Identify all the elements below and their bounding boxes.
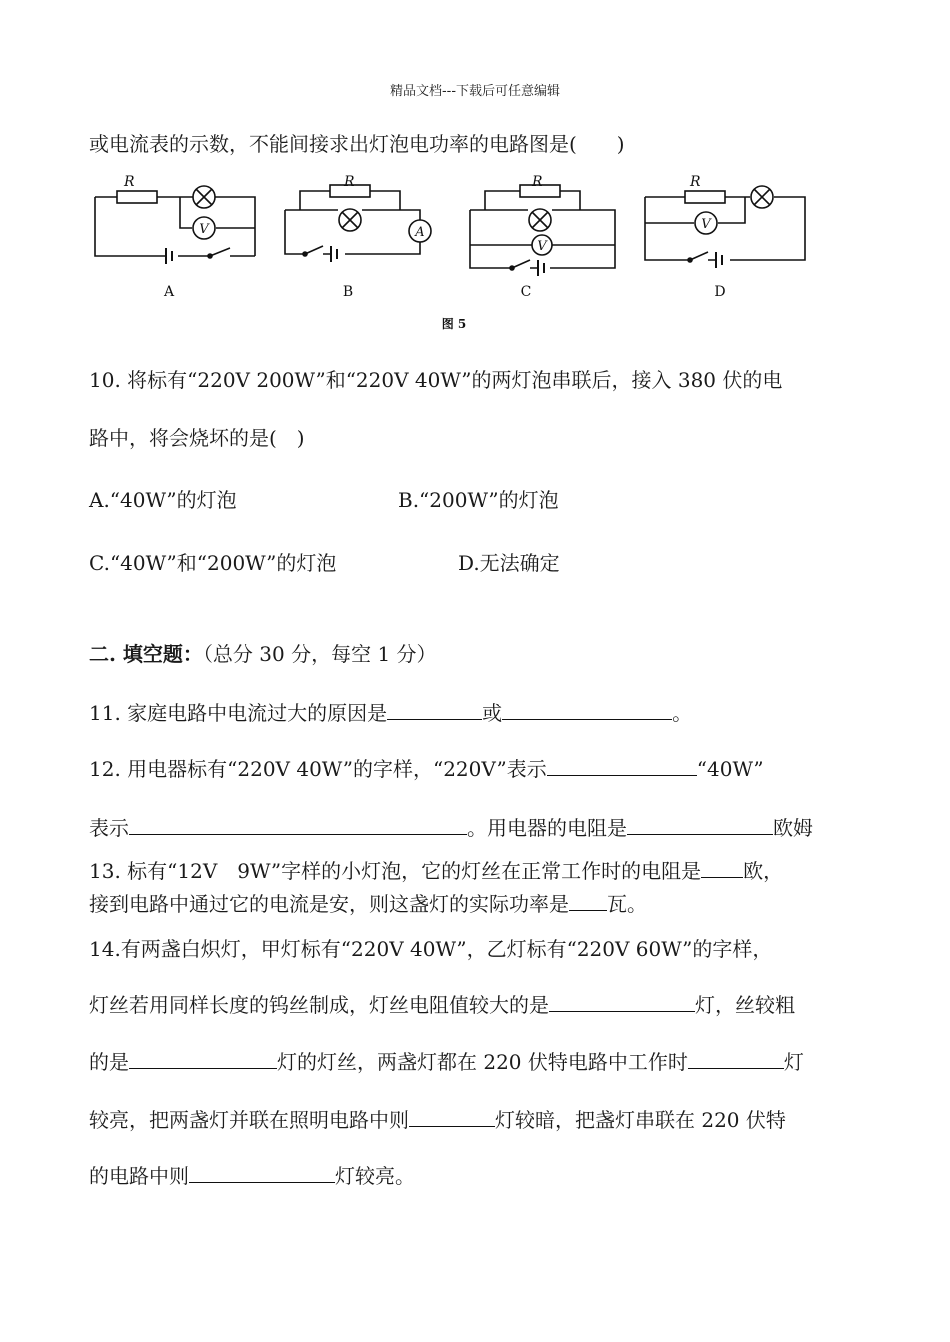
- q11-prefix: 11. 家庭电路中电流过大的原因是: [89, 701, 388, 725]
- circuit-d: [645, 186, 805, 268]
- q14-line2-prefix: 灯丝若用同样长度的钨丝制成，灯丝电阻值较大的是: [89, 993, 549, 1017]
- circuit-c: [470, 185, 615, 276]
- q14-blank-5[interactable]: [189, 1164, 335, 1183]
- circuit-label-b: B: [342, 284, 354, 300]
- q14-line4-end: 灯较暗，把盏灯串联在 220 伏特: [495, 1108, 786, 1132]
- q12-line2-end: 欧姆: [773, 816, 813, 840]
- q12-prefix: 12. 用电器标有“220V 40W”的字样，“220V”表示: [89, 757, 547, 781]
- q13-blank-1[interactable]: [701, 859, 743, 878]
- q13-line1: [89, 855, 783, 884]
- q14-line1: 14.有两盏白炽灯，甲灯标有“220V 40W”，乙灯标有“220V 60W”的字样，: [89, 937, 773, 961]
- ammeter-b-label: A: [415, 225, 425, 240]
- voltmeter-a-label: V: [199, 222, 209, 237]
- q14-line3: [89, 1046, 804, 1075]
- q13-line2-prefix: 接到电路中通过它的电流是安，则这盏灯的实际功率是: [89, 892, 569, 916]
- q13-prefix: 13. 标有“12V 9W”字样的小灯泡，它的灯丝在正常工作时的电阻是: [89, 859, 702, 883]
- q11-blank-1[interactable]: [387, 701, 482, 720]
- section2-title: 二. 填空题：: [89, 642, 203, 666]
- resistor-d: [685, 191, 725, 203]
- q14-line2-end: 灯，丝较粗: [695, 993, 795, 1017]
- resistor-a-label: R: [124, 174, 135, 190]
- figure-caption: 图 5: [441, 317, 467, 331]
- q11-end: 。: [672, 701, 693, 725]
- q10-line2: 路中，将会烧坏的是( ): [89, 426, 305, 450]
- q14-line5-prefix: 的电路中则: [89, 1164, 189, 1188]
- circuit-b: [285, 185, 431, 262]
- q12-line2-mid: 。用电器的电阻是: [467, 816, 627, 840]
- q12-line2: [89, 812, 813, 841]
- q11-mid: 或: [482, 701, 503, 725]
- q9-stem: 或电流表的示数，不能间接求出灯泡电功率的电路图是( ): [89, 132, 625, 156]
- q13-blank-2[interactable]: [569, 892, 607, 911]
- circuit-label-d: D: [714, 284, 726, 300]
- q11: [89, 697, 692, 726]
- q10-option-d: D.无法确定: [458, 551, 560, 575]
- q14-line4: [89, 1104, 786, 1133]
- q14-line3-end: 灯: [783, 1050, 804, 1074]
- q13-line2-end: 瓦。: [607, 892, 647, 916]
- q14-blank-4[interactable]: [409, 1108, 495, 1127]
- resistor-b-label: R: [344, 174, 355, 190]
- resistor-a: [117, 191, 157, 203]
- q12-blank-2[interactable]: [129, 816, 467, 835]
- q13-line2: [89, 888, 647, 917]
- q12-mid: “40W”: [696, 757, 764, 781]
- q14-line4-prefix: 较亮，把两盏灯并联在照明电路中则: [89, 1108, 409, 1132]
- q14-line5: [89, 1160, 415, 1189]
- resistor-c-label: R: [532, 174, 543, 190]
- circuit-label-c: C: [520, 284, 532, 300]
- q13-mid: 欧，: [743, 859, 784, 883]
- q11-blank-2[interactable]: [502, 701, 672, 720]
- voltmeter-c-label: V: [537, 239, 547, 254]
- q10-option-c: C.“40W”和“200W”的灯泡: [89, 551, 337, 575]
- page-header: 精品文档---下载后可任意编辑: [389, 84, 561, 99]
- resistor-d-label: R: [690, 174, 701, 190]
- q12-line2-prefix: 表示: [89, 816, 129, 840]
- q14-line3-prefix: 的是: [89, 1050, 129, 1074]
- q12-blank-3[interactable]: [627, 816, 773, 835]
- q10-option-a: A.“40W”的灯泡: [89, 488, 237, 512]
- section2-note: （总分 30 分，每空 1 分）: [202, 642, 437, 666]
- q14-blank-2[interactable]: [129, 1050, 277, 1069]
- voltmeter-d-label: V: [701, 217, 711, 232]
- circuit-figure: [80, 168, 820, 338]
- q14-blank-3[interactable]: [688, 1050, 784, 1069]
- q10-option-b: B.“200W”的灯泡: [398, 488, 559, 512]
- circuit-label-a: A: [163, 284, 175, 300]
- q14-line5-end: 灯较亮。: [335, 1164, 415, 1188]
- q12-blank-1[interactable]: [547, 757, 697, 776]
- q12-line1: [89, 753, 764, 782]
- circuit-a: [95, 186, 255, 264]
- section2-heading: [89, 638, 437, 667]
- q14-line2: [89, 989, 795, 1018]
- q14-line3-mid: 灯的灯丝，两盏灯都在 220 伏特电路中工作时: [277, 1050, 688, 1074]
- q10-line1: 10. 将标有“220V 200W”和“220V 40W”的两灯泡串联后，接入 380 伏的电: [89, 368, 783, 392]
- q14-blank-1[interactable]: [549, 993, 695, 1012]
